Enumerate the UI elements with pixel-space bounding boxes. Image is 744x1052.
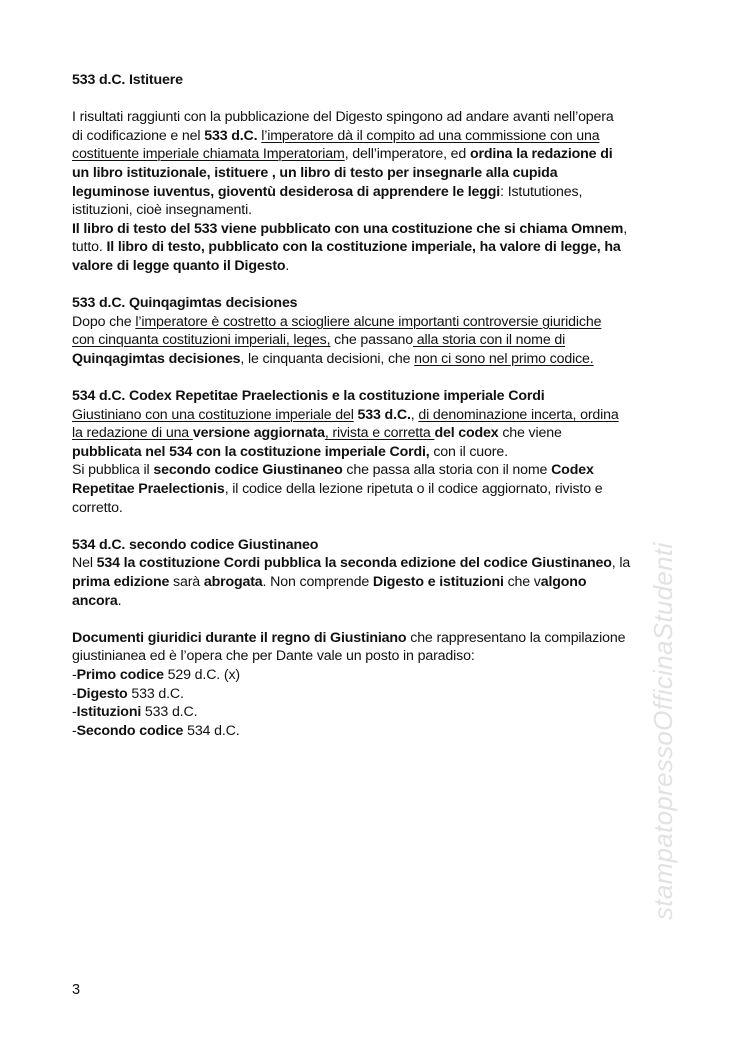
underlined-text: con cinquanta costituzioni imperiali, leges, [72, 332, 331, 349]
text-span: corretto. [72, 499, 123, 516]
bold-text: 534 d.C. secondo codice Giustinaneo [72, 536, 319, 553]
text-line [72, 461, 682, 480]
paragraph [72, 387, 682, 517]
text-line [72, 666, 682, 685]
bold-text: Secondo codice [76, 722, 184, 739]
text-line [72, 536, 682, 555]
bold-text: ancora [72, 592, 118, 609]
text-span: che v [503, 574, 541, 591]
text-span: - [72, 704, 77, 721]
text-line [72, 294, 682, 313]
text-span: sarà [169, 574, 204, 591]
bold-text: leguminose iuventus, gioventù desiderosa di apprendere le leggi [72, 183, 501, 200]
text-line [72, 424, 682, 443]
bold-text: Primo codice [76, 667, 164, 683]
text-span: Si pubblica il [72, 462, 154, 479]
paragraph-spacer [72, 276, 682, 295]
text-span: , il codice della lezione ripetuta o il codice aggiornato, rivisto e [224, 481, 603, 498]
text-line [72, 443, 682, 462]
bold-text: ordina la redazione di [469, 146, 613, 163]
text-span: Dopo che [72, 313, 136, 330]
text-span: . Non comprende [262, 574, 373, 591]
bold-text: valore di legge quanto il Digesto [72, 257, 286, 274]
underlined-text: alla storia con il nome di [413, 332, 566, 349]
text-line [72, 592, 682, 611]
underlined-text: la redazione di una [72, 425, 193, 442]
paragraph [72, 108, 682, 275]
text-span: - [72, 722, 77, 739]
text-line [72, 145, 682, 164]
text-line [72, 350, 682, 369]
underlined-text: non ci sono nel primo codice. [414, 350, 594, 367]
paragraph-spacer [72, 610, 682, 629]
text-span: , dell’imperatore, ed [344, 146, 470, 163]
bold-text: Codex [551, 462, 594, 479]
text-span: I risultati raggiunti con la pubblicazione del Digesto spingono ad andare avanti nell’opera [72, 109, 614, 126]
bold-text: abrogata [203, 574, 263, 591]
text-line [72, 331, 682, 350]
bold-text: Il libro di testo, pubblicato con la costituzione imperiale, ha valore di legge, ha [106, 239, 621, 256]
text-span: istituzioni, cioè insegnamenti. [72, 202, 252, 219]
bold-text: 533 d.C. Istituere [72, 72, 183, 88]
bold-text: 534 d.C. Codex Repetitae Praelectionis e la costituzione imperiale Cordi [72, 388, 545, 405]
text-line [72, 108, 682, 127]
text-line [72, 183, 682, 202]
text-line [72, 313, 682, 332]
text-span: 533 d.C. [141, 704, 198, 721]
underlined-text: , rivista e corretta [324, 425, 435, 442]
text-span: - [72, 667, 77, 683]
text-line [72, 406, 682, 425]
text-span: giustinianea ed è l’opera che per Dante vale un posto in paradiso: [72, 648, 475, 665]
bold-text: 533 d.C. [204, 127, 258, 144]
text-line [72, 387, 682, 406]
text-span: , [623, 220, 628, 237]
bold-text: 533 d.C. [357, 406, 411, 423]
bold-text: del codex [434, 425, 499, 442]
bold-text: pubblicata nel 534 con la costituzione imperiale Cordi, [72, 443, 430, 460]
bold-text: Documenti giuridici durante il regno di Giustiniano [72, 629, 407, 646]
text-span: che rappresentano la compilazione [406, 629, 626, 646]
bold-text: versione aggiornata [192, 425, 325, 442]
bold-text: secondo codice Giustinaneo [153, 462, 343, 479]
bold-text: prima edizione [72, 574, 170, 591]
text-line [72, 480, 682, 499]
text-span: che passano [330, 332, 413, 349]
text-line [72, 647, 682, 666]
page-number: 3 [72, 982, 81, 998]
text-span: Nel [72, 555, 97, 572]
document-body [72, 71, 682, 740]
text-line [72, 554, 682, 573]
text-line [72, 257, 682, 276]
paragraph-spacer [72, 517, 682, 536]
text-span: : Istututiones, [500, 183, 583, 200]
bold-text: Digesto [76, 685, 128, 702]
underlined-text: costituente imperiale chiamata Imperatoriam [72, 146, 345, 163]
paragraph [72, 629, 682, 741]
bold-text: un libro istituzionale, istituere , un libro di testo per insegnarle alla cupida [72, 164, 558, 181]
bold-text: Digesto e istituzioni [372, 574, 504, 591]
text-line [72, 127, 682, 146]
text-line [72, 685, 682, 704]
underlined-text: l’imperatore è costretto a sciogliere alcune importanti controversie giuridiche [135, 313, 602, 330]
text-line [72, 71, 682, 90]
text-span: 529 d.C. (x) [163, 667, 240, 683]
text-line [72, 164, 682, 183]
text-line [72, 201, 682, 220]
text-line [72, 573, 682, 592]
text-span: che viene [498, 425, 562, 442]
paragraph-spacer [72, 369, 682, 388]
text-span: , [410, 406, 419, 423]
text-span: 533 d.C. [127, 685, 184, 702]
bold-text: Repetitae Praelectionis [72, 481, 225, 498]
text-span: . [117, 592, 122, 609]
bold-text: Il libro di testo del 533 viene pubblicato con una costituzione che si chiama Omnem [72, 220, 624, 237]
underlined-text: di denominazione incerta, ordina [418, 406, 619, 423]
text-span: , la [611, 555, 631, 572]
text-line [72, 722, 682, 741]
text-line [72, 238, 682, 257]
text-line [72, 220, 682, 239]
bold-text: 533 d.C. Quinqagimtas decisiones [72, 295, 298, 312]
paragraph [72, 536, 682, 610]
bold-text: Quinqagimtas decisiones [72, 350, 241, 367]
text-line [72, 629, 682, 648]
paragraph-spacer [72, 90, 682, 109]
underlined-text: l’imperatore dà il compito ad una commissione con una [261, 127, 600, 144]
text-line [72, 499, 682, 518]
text-line [72, 703, 682, 722]
text-span: che passa alla storia con il nome [342, 462, 552, 479]
section-heading [72, 71, 682, 90]
bold-text: 534 la costituzione Cordi pubblica la seconda edizione del codice Giustinaneo [96, 555, 612, 572]
text-span: , le cinquanta decisioni, che [240, 350, 415, 367]
bold-text: algono [540, 574, 587, 591]
text-span: - [72, 685, 77, 702]
text-span: 534 d.C. [183, 722, 240, 739]
text-span: tutto. [72, 239, 107, 256]
text-span: con il cuore. [429, 443, 508, 460]
underlined-text: Giustiniano con una costituzione imperiale del [72, 406, 354, 423]
watermark: stampatopressoOfficinaStudenti [648, 542, 678, 920]
bold-text: Istituzioni [76, 704, 142, 721]
text-span: . [285, 257, 290, 274]
paragraph [72, 294, 682, 368]
text-span: di codificazione e nel [72, 127, 205, 144]
